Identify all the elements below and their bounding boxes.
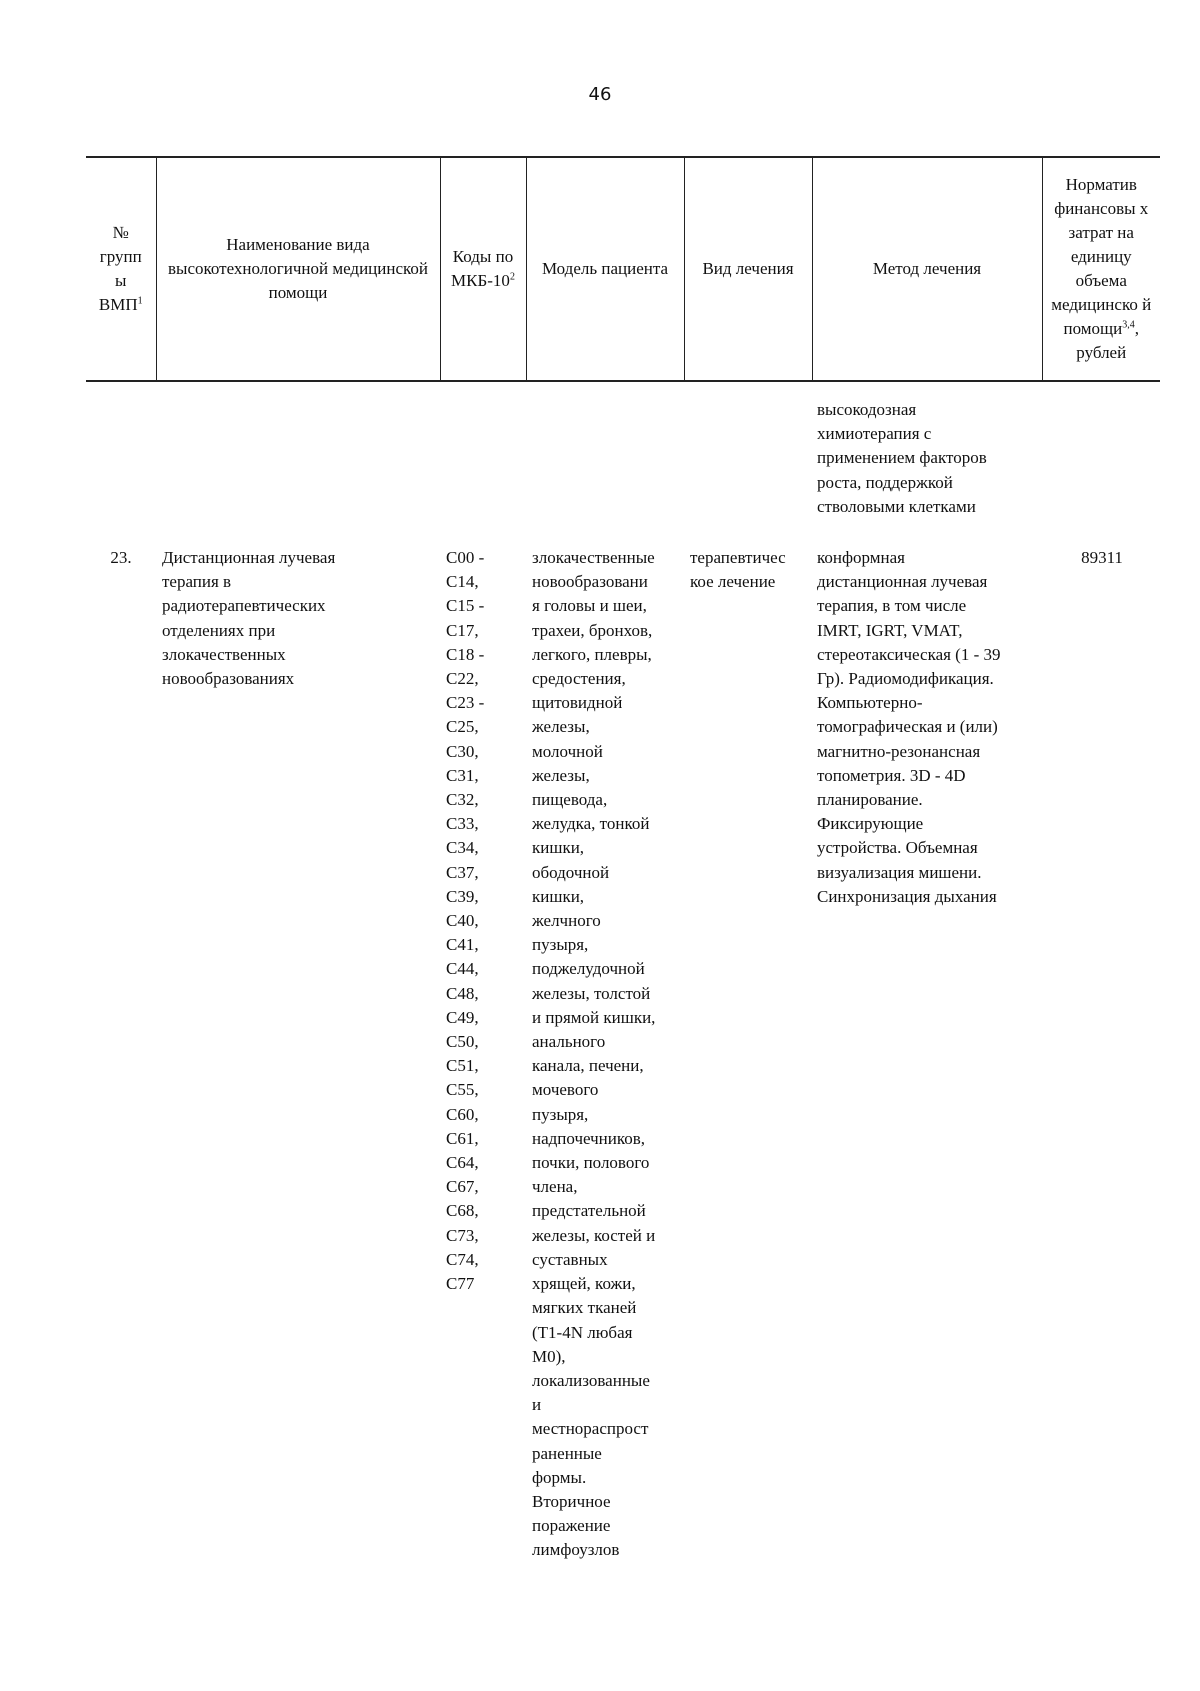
header-cost-standard-text: Норматив финансовы х затрат на единицу объема медицинско й помощи [1051,175,1152,338]
page-number: 46 [588,84,612,105]
icd-codes: C00 - C14, C15 - C17, C18 - C22, C23 - C25, C30, C31, C32, C33, C34, C37, C39, C40, C41, C44, C48, C49, C50, C51, C55, C60, C61, C64, C67, C68, C73, C74, C77 [446,548,485,1294]
patient-model: злокачественные новообразовани я головы и шеи, трахеи, бронхов, легкого, плевры, средостения, щитовидной железы, молочной железы, пищевода, желудка, тонкой кишки, ободочной кишки, желчного пузыря, поджелудочной железы, толстой и прямой кишки, анального канала, печени, мочевого пузыря, надпочечников, почки, полового члена, предстательной железы, костей и суставных хрящей, кожи, мягких тканей (T1-4N любая M0), локализованные и местнораспрост раненные формы. Вторичное поражение лимфоузлов [532,548,656,1560]
header-patient-model-text: Модель пациента [541,259,669,278]
header-icd-codes [440,157,526,381]
group-number: 23. [110,548,132,567]
header-treatment-type-text: Вид лечения [702,259,794,278]
header-cost-standard-unit: , рублей [1076,319,1139,362]
header-patient-model [526,157,684,381]
care-type-name: Дистанционная лучевая терапия в радиотерапевтических отделениях при злокачественных новообразованиях [162,548,336,689]
header-treatment-method-text: Метод лечения [872,259,982,278]
header-cost-standard [1042,157,1160,381]
header-icd-codes-text: Коды по МКБ-10 [451,247,514,290]
header-care-type-name-text: Наименование вида высокотехнологичной медицинской помощи [168,235,428,302]
footnote-3-4: 3,4 [1122,319,1135,331]
table-header [86,156,1160,382]
header-care-type-name [156,157,440,381]
treatment-type: терапевтичес кое лечение [690,548,786,592]
header-group-number [86,157,156,381]
header-group-number-text: № групп ы ВМП [98,223,142,314]
header-treatment-method [812,157,1042,381]
header-treatment-type [684,157,812,381]
footnote-2: 2 [509,271,515,283]
cost-standard: 89311 [1081,548,1123,567]
treatment-method: конформная дистанционная лучевая терапия, в том числе IMRT, IGRT, VMAT, стереотаксическая (1 - 39 Гр). Радиомодификация. Компьютерно- томографическая и (или) магнитно-резонансная топометрия. 3D - 4D планирование. Фиксирующие устройства. Объемная визуализация мишени. Синхронизация дыхания [817,548,1001,906]
continued-method-text: высокодозная химиотерапия с применением факторов роста, поддержкой стволовыми клетками [817,400,987,516]
footnote-1: 1 [137,295,143,307]
